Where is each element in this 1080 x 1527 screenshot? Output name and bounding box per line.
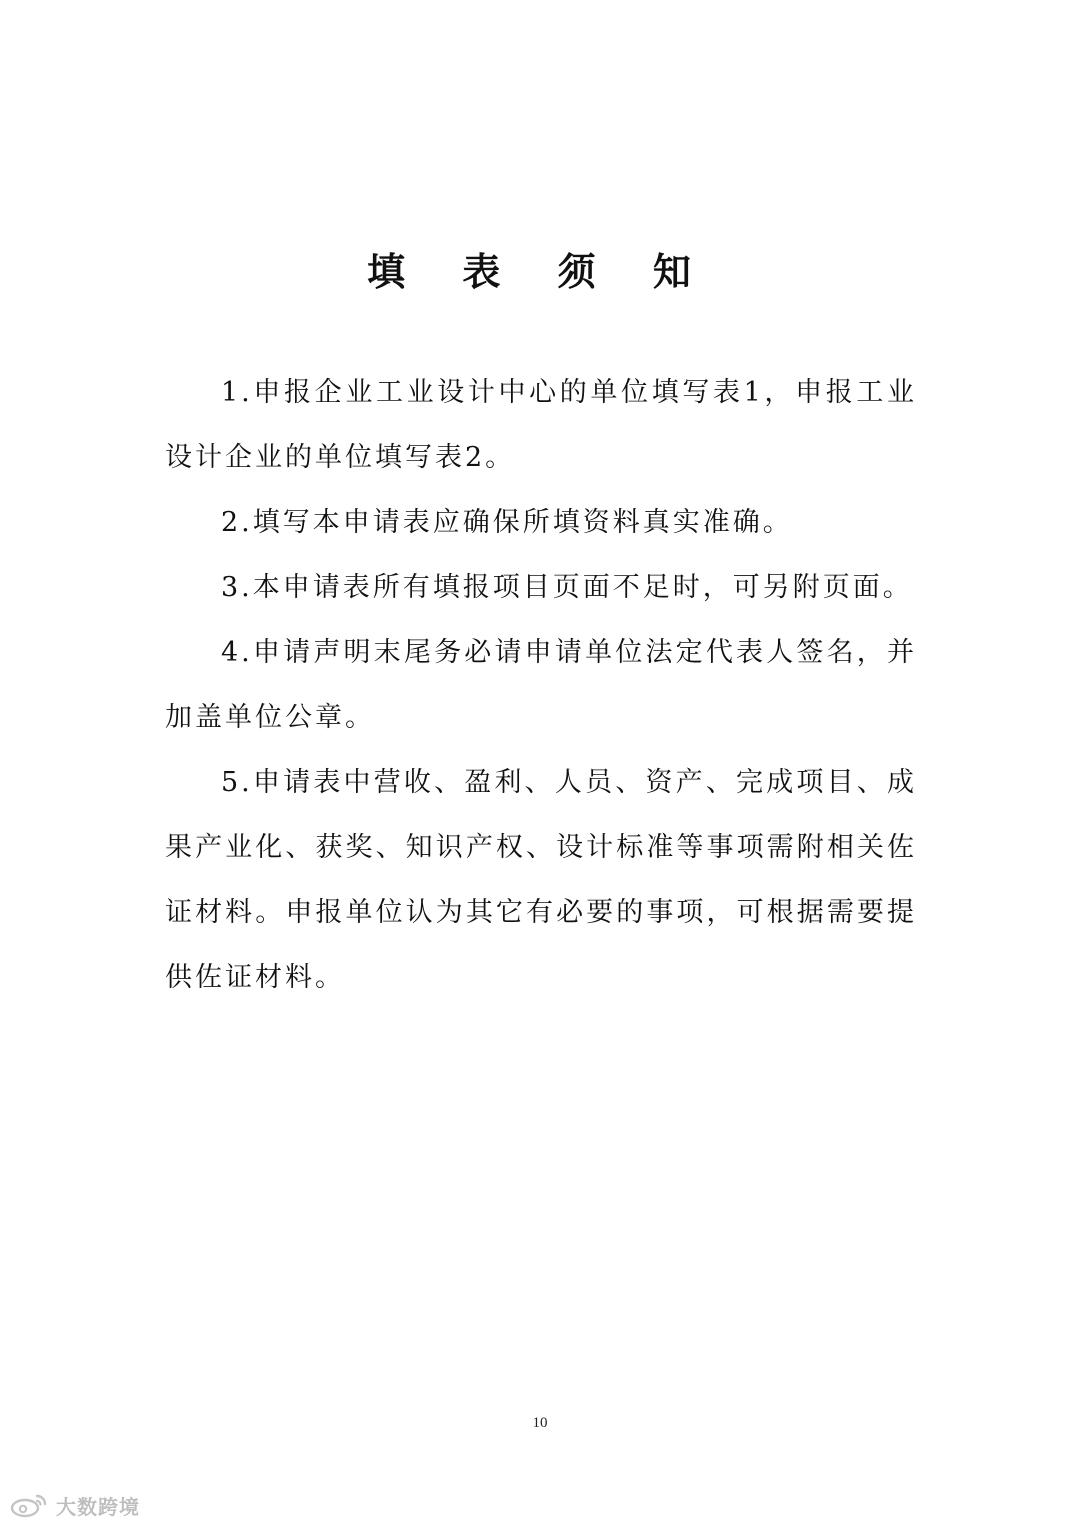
page-number: 10 bbox=[532, 1415, 548, 1431]
instruction-item-2: 2.填写本申请表应确保所填资料真实准确。 bbox=[221, 507, 793, 538]
instruction-item-1: 1.申报企业工业设计中心的单位填写表1，申报工业设计企业的单位填写表2。 bbox=[165, 377, 917, 473]
instruction-item-3: 3.本申请表所有填报项目页面不足时，可另附页面。 bbox=[221, 572, 913, 603]
watermark bbox=[10, 1490, 140, 1520]
weibo-logo-icon bbox=[10, 1492, 50, 1518]
instruction-item-5: 5.申请表中营收、盈利、人员、资产、完成项目、成果产业化、获奖、知识产权、设计标准等事项需附相关佐证材料。申报单位认为其它有必要的事项，可根据需要提供佐证材料。 bbox=[165, 767, 917, 993]
instruction-item-4: 4.申请声明末尾务必请申请单位法定代表人签名，并加盖单位公章。 bbox=[165, 637, 917, 733]
page-title: 填 表 须 知 bbox=[367, 250, 713, 294]
instructions-body bbox=[165, 360, 917, 1010]
watermark-brand: 大数跨境 bbox=[56, 1494, 140, 1519]
